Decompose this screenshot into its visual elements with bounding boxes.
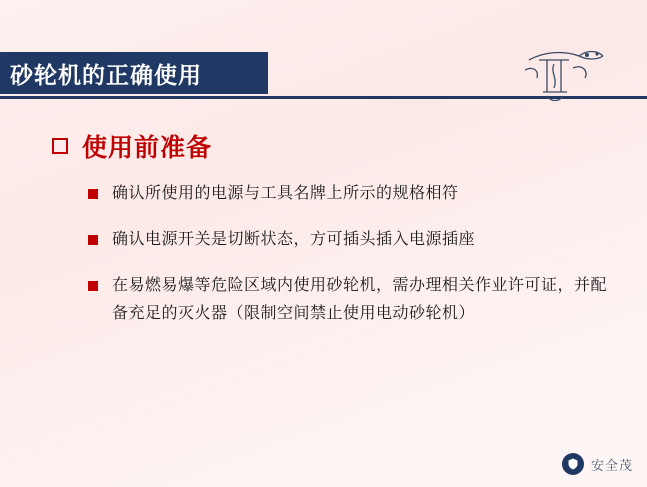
section-heading-label: 使用前准备	[82, 134, 213, 162]
footer-watermark	[562, 453, 633, 475]
list-item-label: 在易燃易爆等危险区域内使用砂轮机，需办理相关作业许可证，并配备充足的灭火器（限制空间禁止使用电动砂轮机）	[112, 277, 608, 322]
list-item-label: 确认电源开关是切断状态，方可插头插入电源插座	[112, 231, 476, 248]
decorative-logo-icon	[517, 44, 609, 106]
page-title: 砂轮机的正确使用	[10, 61, 202, 88]
watermark-label: 安全茂	[590, 457, 633, 473]
list-item	[88, 272, 608, 328]
square-bullet-icon	[88, 189, 98, 199]
list-item	[88, 180, 608, 208]
slide-title-bar	[0, 52, 268, 94]
list-item	[88, 226, 608, 254]
section-heading	[52, 128, 212, 164]
list-item-label: 确认所使用的电源与工具名牌上所示的规格相符	[112, 185, 459, 202]
square-bullet-icon	[88, 235, 98, 245]
square-bullet-icon	[88, 281, 98, 291]
watermark-badge-icon	[562, 453, 584, 475]
bullet-list	[88, 180, 608, 346]
square-outline-bullet-icon	[52, 138, 68, 154]
top-accent-bar	[0, 0, 120, 5]
